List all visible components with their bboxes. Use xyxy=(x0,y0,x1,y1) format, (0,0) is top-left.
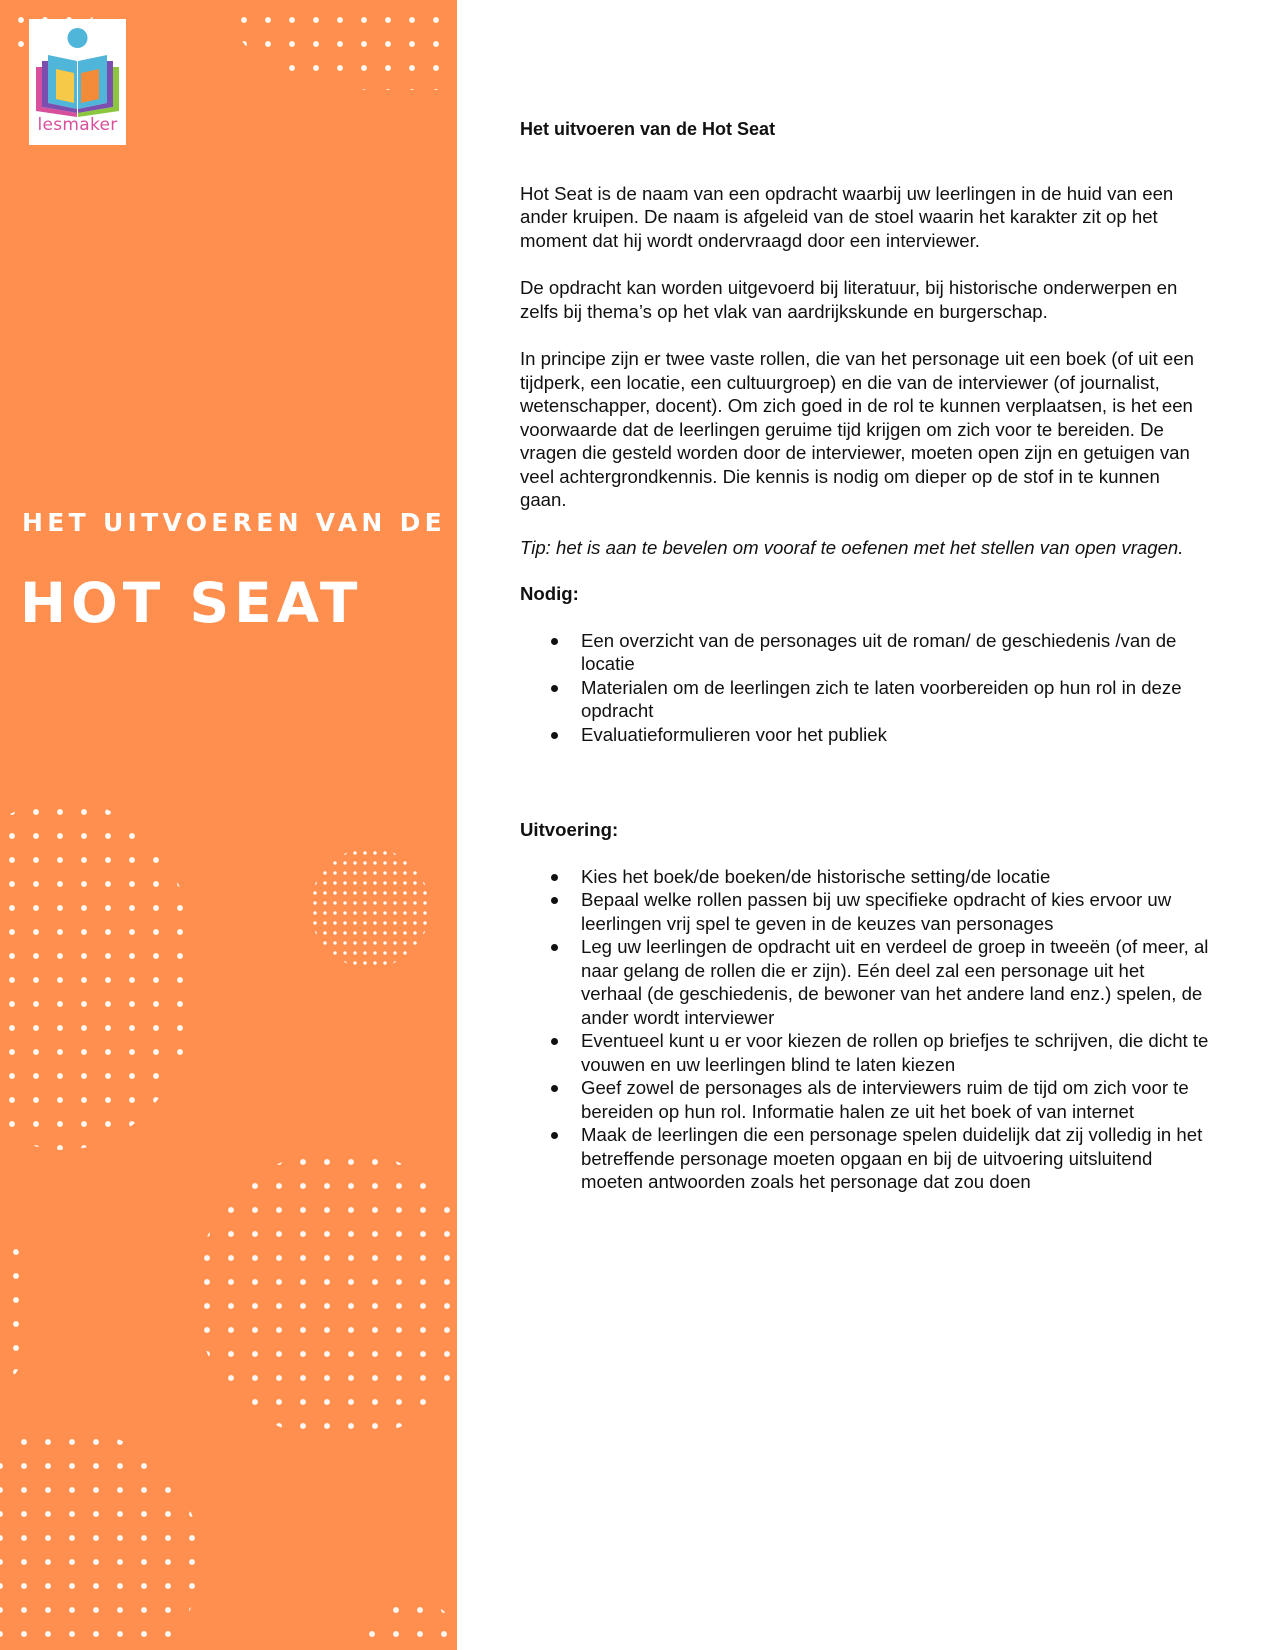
page-heading: Het uitvoeren van de Hot Seat xyxy=(520,119,776,139)
dot-circle-decoration xyxy=(0,1430,200,1650)
dot-circle-decoration xyxy=(232,0,457,90)
sidebar-panel xyxy=(0,0,457,1650)
list-item: Een overzicht van de personages uit de roman/ de geschiedenis /van de locatie xyxy=(581,629,1210,676)
uitvoering-list xyxy=(520,865,1210,1194)
tip-paragraph: Tip: het is aan te bevelen om vooraf te oefenen met het stellen van open vragen. xyxy=(520,536,1184,558)
dot-circle-decoration xyxy=(195,1150,457,1440)
scope-paragraph: De opdracht kan worden uitgevoerd bij literatuur, bij historische onderwerpen en zelfs bij thema’s op het vlak van aardrijkskunde en burgerschap. xyxy=(520,277,1178,322)
dot-circle-decoration xyxy=(0,1240,30,1380)
sidebar-kicker: HET UITVOEREN VAN DE xyxy=(22,508,447,537)
list-item: Bepaal welke rollen passen bij uw specifieke opdracht of kies ervoor uw leerlingen vrij spel te geven in de keuzes van personages xyxy=(581,888,1210,935)
logo-wordmark: lesmaker xyxy=(37,115,118,135)
lesmaker-logo xyxy=(29,19,126,145)
list-item: Kies het boek/de boeken/de historische setting/de locatie xyxy=(581,865,1210,889)
list-item: Maak de leerlingen die een personage spelen duidelijk dat zij volledig in het betreffende personage moeten opgaan en bij de uitvoering uitsluitend moeten antwoorden zoals het personage dat zou doen xyxy=(581,1123,1210,1194)
nodig-heading: Nodig: xyxy=(520,583,579,604)
nodig-list xyxy=(520,629,1210,747)
list-item: Materialen om de leerlingen zich te laten voorbereiden op hun rol in deze opdracht xyxy=(581,676,1210,723)
roles-paragraph: In principe zijn er twee vaste rollen, die van het personage uit een boek (of uit een tijdperk, een locatie, een cultuurgroep) en die van de interviewer (of journalist, wetenschapper, docent). Om zich goed in de rol te kunnen verplaatsen, is het een voorwaarde dat de leerlingen geruime tijd krijgen om zich voor te bereiden. De vragen die gesteld worden door de interviewer, moeten open zijn en getuigen van veel achtergrondkennis. Die kennis is nodig om dieper op de stof in te kunnen gaan. xyxy=(520,348,1194,510)
list-item: Leg uw leerlingen de opdracht uit en verdeel de groep in tweeën (of meer, al naar gelang de rollen die er zijn). Eén deel zal een personage uit het verhaal (de geschiedenis, de bewoner van het andere land enz.) spelen, de ander wordt interviewer xyxy=(581,936,1209,1028)
main-content xyxy=(520,118,1210,1194)
sidebar-title: HOT SEAT xyxy=(20,571,363,635)
dot-circle-decoration xyxy=(310,848,430,968)
uitvoering-heading: Uitvoering: xyxy=(520,819,619,840)
list-item: Evaluatieformulieren voor het publiek xyxy=(581,723,1210,747)
intro-paragraph: Hot Seat is de naam van een opdracht waarbij uw leerlingen in de huid van een ander kruipen. De naam is afgeleid van de stoel waarin het karakter zit op het moment dat hij wordt ondervraagd door een interviewer. xyxy=(520,182,1174,251)
dot-circle-decoration xyxy=(0,800,198,1150)
list-item: Eventueel kunt u er voor kiezen de rollen op briefjes te schrijven, die dicht te vouwen en uw leerlingen blind te laten kiezen xyxy=(581,1030,1209,1075)
book-icon xyxy=(34,25,121,117)
dot-circle-decoration xyxy=(360,1598,457,1650)
list-item: Geef zowel de personages als de interviewers ruim de tijd om zich voor te bereiden op hun rol. Informatie halen ze uit het boek of van internet xyxy=(581,1076,1210,1123)
